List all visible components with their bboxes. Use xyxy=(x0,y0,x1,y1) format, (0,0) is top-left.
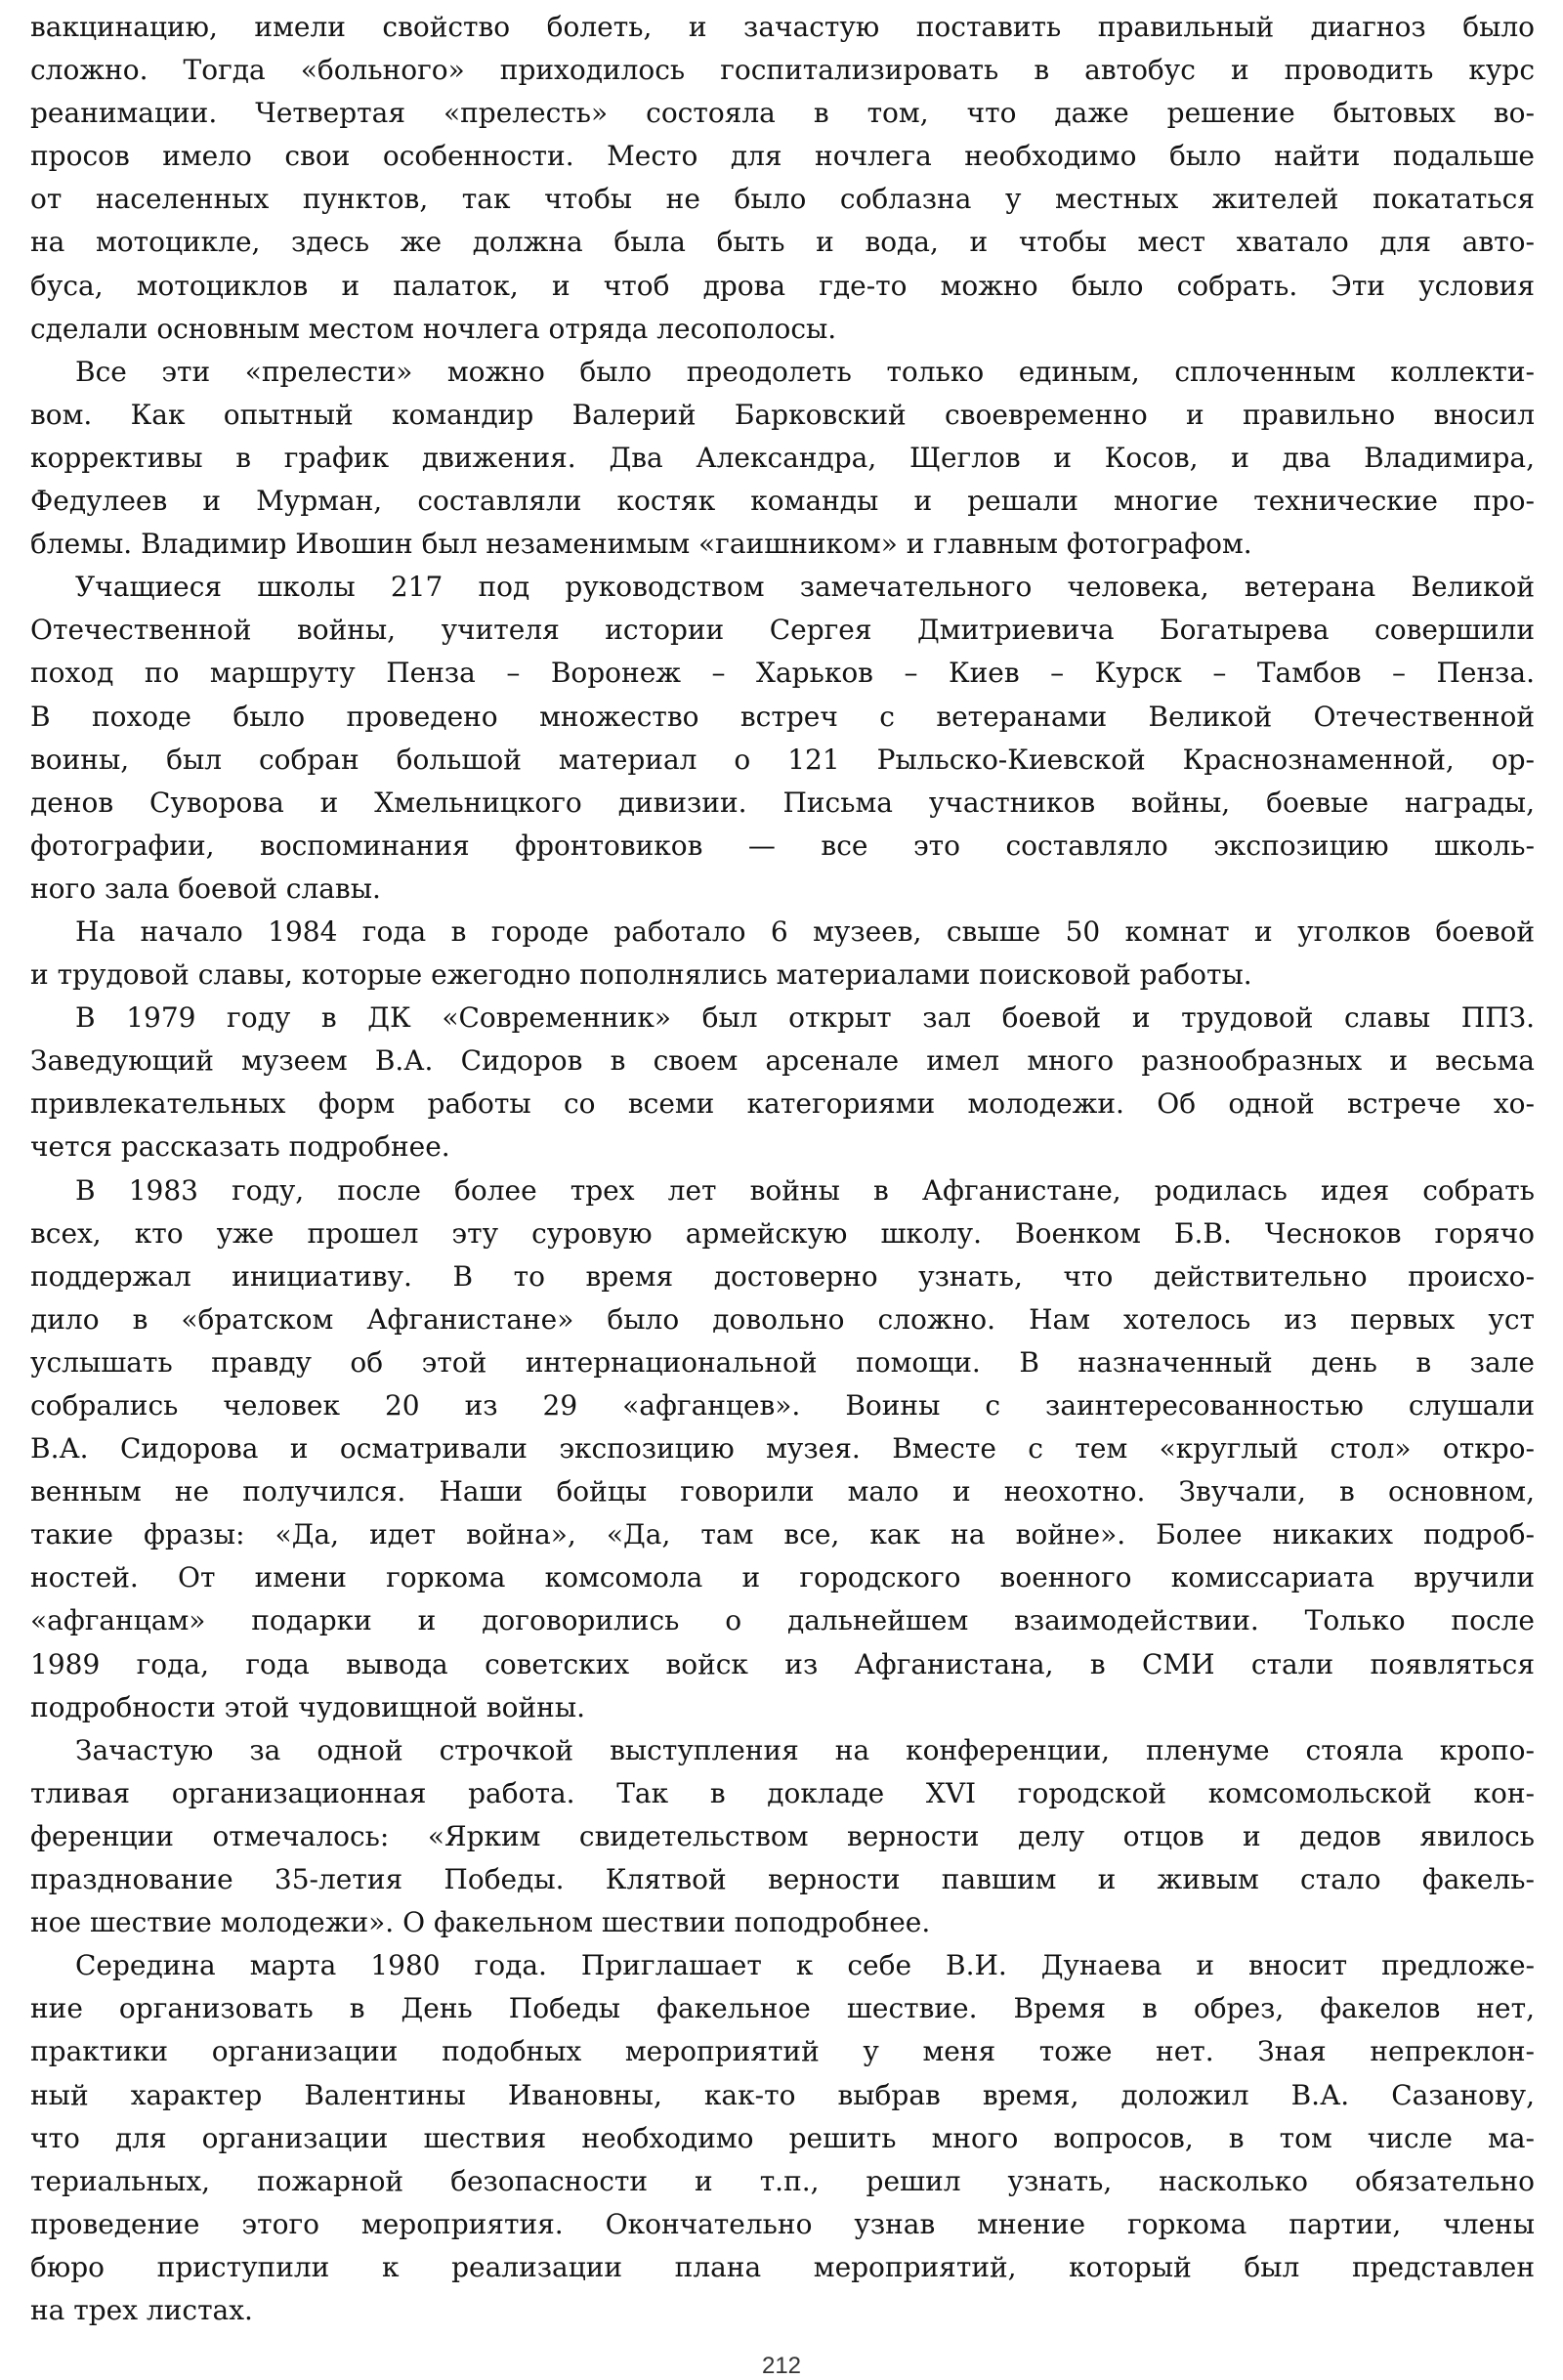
text-line: собрались человек 20 из 29 «афганцев». Воины с заинтересованностью слушали xyxy=(30,1389,1535,1422)
text-line: тливая организационная работа. Так в докладе XVI городской комсомольской кон- xyxy=(30,1776,1535,1809)
text-line: просов имело свои особенности. Место для ночлега необходимо было найти подальше xyxy=(30,140,1535,173)
text-line: услышать правду об этой интернациональной помощи. В назначенный день в зале xyxy=(30,1345,1535,1379)
paragraph xyxy=(30,351,1535,566)
text-line: такие фразы: «Да, идет война», «Да, там все, как на войне». Более никаких подроб- xyxy=(30,1518,1535,1551)
text-line: ние организовать в День Победы факельное шествие. Время в обрез, факелов нет, xyxy=(30,1992,1535,2025)
text-line: Федулеев и Мурман, составляли костяк команды и решали многие технические про- xyxy=(30,485,1535,518)
text-line: подробности этой чудовищной войны. xyxy=(30,1690,585,1723)
paragraph xyxy=(30,566,1535,911)
text-line: реанимации. Четвертая «прелесть» состояла в том, что даже решение бытовых во- xyxy=(30,97,1535,130)
text-line: всех, кто уже прошел эту суровую армейскую школу. Военком Б.В. Чесноков горячо xyxy=(30,1216,1535,1250)
text-line: сложно. Тогда «больного» приходилось госпитализировать в автобус и проводить курс xyxy=(30,54,1535,87)
text-line: на трех листах. xyxy=(30,2293,253,2326)
text-line: дило в «братском Афганистане» было довольно сложно. Нам хотелось из первых уст xyxy=(30,1302,1535,1336)
text-line: венным не получился. Наши бойцы говорили мало и неохотно. Звучали, в основном, xyxy=(30,1475,1535,1509)
text-line: вакцинацию, имели свойство болеть, и зачастую поставить правильный диагноз было xyxy=(30,11,1535,43)
text-line: привлекательных форм работы со всеми категориями молодежи. Об одной встрече хо- xyxy=(30,1087,1535,1121)
text-line: денов Суворова и Хмельницкого дивизии. Письма участников войны, боевые награды, xyxy=(30,786,1535,819)
text-line: от населенных пунктов, так чтобы не было соблазна у местных жителей покататься xyxy=(30,183,1535,216)
text-line: «афганцам» подарки и договорились о дальнейшем взаимодействии. Только после xyxy=(30,1604,1535,1637)
text-line: и трудовой славы, которые ежегодно пополнялись материалами поисковой работы. xyxy=(30,958,1252,992)
paragraph xyxy=(30,6,1535,351)
paragraph xyxy=(30,997,1535,1169)
paragraph xyxy=(30,1729,1535,1944)
text-line: ного зала боевой славы. xyxy=(30,871,381,905)
text-line: поход по маршруту Пенза – Воронеж – Харьков – Киев – Курск – Тамбов – Пенза. xyxy=(30,657,1535,690)
text-line: практики организации подобных мероприятий у меня тоже нет. Зная непреклон- xyxy=(30,2035,1535,2068)
text-line: ностей. От имени горкома комсомола и городского военного комиссариата вручили xyxy=(30,1561,1535,1594)
text-line: Все эти «прелести» можно было преодолеть только единым, сплоченным коллекти- xyxy=(75,355,1535,388)
text-line: ное шествие молодежи». О факельном шествии поподробнее. xyxy=(30,1906,931,1939)
text-line: Середина марта 1980 года. Приглашает к себе В.И. Дунаева и вносит предложе- xyxy=(75,1949,1535,1982)
text-line: териальных, пожарной безопасности и т.п., решил узнать, насколько обязательно xyxy=(30,2164,1535,2197)
text-line: сделали основным местом ночлега отряда лесополосы. xyxy=(30,312,837,345)
text-line: ный характер Валентины Ивановны, как-то выбрав время, доложил В.А. Сазанову, xyxy=(30,2078,1535,2111)
text-line: вом. Как опытный командир Валерий Барковский своевременно и правильно вносил xyxy=(30,398,1535,431)
text-line: блемы. Владимир Ивошин был незаменимым «гаишником» и главным фотографом. xyxy=(30,528,1252,561)
body-text xyxy=(30,6,1535,2332)
text-line: Учащиеся школы 217 под руководством замечательного человека, ветерана Великой xyxy=(75,571,1535,604)
text-line: на мотоцикле, здесь же должна была быть и вода, и чтобы мест хватало для авто- xyxy=(30,226,1535,259)
paragraph xyxy=(30,911,1535,997)
text-line: В.А. Сидорова и осматривали экспозицию музея. Вместе с тем «круглый стол» откро- xyxy=(30,1432,1535,1466)
text-line: 1989 года, года вывода советских войск из Афганистана, в СМИ стали появляться xyxy=(30,1647,1535,1680)
text-line: Зачастую за одной строчкой выступления на конференции, пленуме стояла кропо- xyxy=(75,1733,1535,1766)
text-line: Отечественной войны, учителя истории Сергея Дмитриевича Богатырева совершили xyxy=(30,614,1535,647)
text-line: бюро приступили к реализации плана мероприятий, который был представлен xyxy=(30,2250,1535,2283)
text-line: буса, мотоциклов и палаток, и чтоб дрова где-то можно было собрать. Эти условия xyxy=(30,269,1535,302)
paragraph xyxy=(30,1169,1535,1729)
text-line: что для организации шествия необходимо решить много вопросов, в том числе ма- xyxy=(30,2121,1535,2154)
text-line: поддержал инициативу. В то время достоверно узнать, что действительно происхо- xyxy=(30,1259,1535,1293)
paragraph xyxy=(30,1944,1535,2332)
text-line: коррективы в график движения. Два Александра, Щеглов и Косов, и два Владимира, xyxy=(30,441,1535,474)
text-line: В 1983 году, после более трех лет войны в Афганистане, родилась идея собрать xyxy=(75,1173,1535,1207)
text-line: чется рассказать подробнее. xyxy=(30,1130,450,1164)
text-line: В походе было проведено множество встреч с ветеранами Великой Отечественной xyxy=(30,700,1535,733)
text-line: празднование 35-летия Победы. Клятвой верности павшим и живым стало факель- xyxy=(30,1863,1535,1896)
text-line: ференции отмечалось: «Ярким свидетельством верности делу отцов и дедов явилось xyxy=(30,1819,1535,1852)
text-line: проведение этого мероприятия. Окончательно узнав мнение горкома партии, члены xyxy=(30,2207,1535,2240)
text-line: На начало 1984 года в городе работало 6 музеев, свыше 50 комнат и уголков боевой xyxy=(75,914,1535,948)
page-number: 212 xyxy=(761,2353,802,2379)
text-line: фотографии, воспоминания фронтовиков — все это составляло экспозицию школь- xyxy=(30,829,1535,862)
text-line: воины, был собран большой материал о 121 Рыльско-Киевской Краснознаменной, ор- xyxy=(30,743,1535,776)
text-line: Заведующий музеем В.А. Сидоров в своем арсенале имел много разнообразных и весьма xyxy=(30,1044,1535,1078)
text-line: В 1979 году в ДК «Современник» был открыт зал боевой и трудовой славы ППЗ. xyxy=(75,1001,1535,1035)
